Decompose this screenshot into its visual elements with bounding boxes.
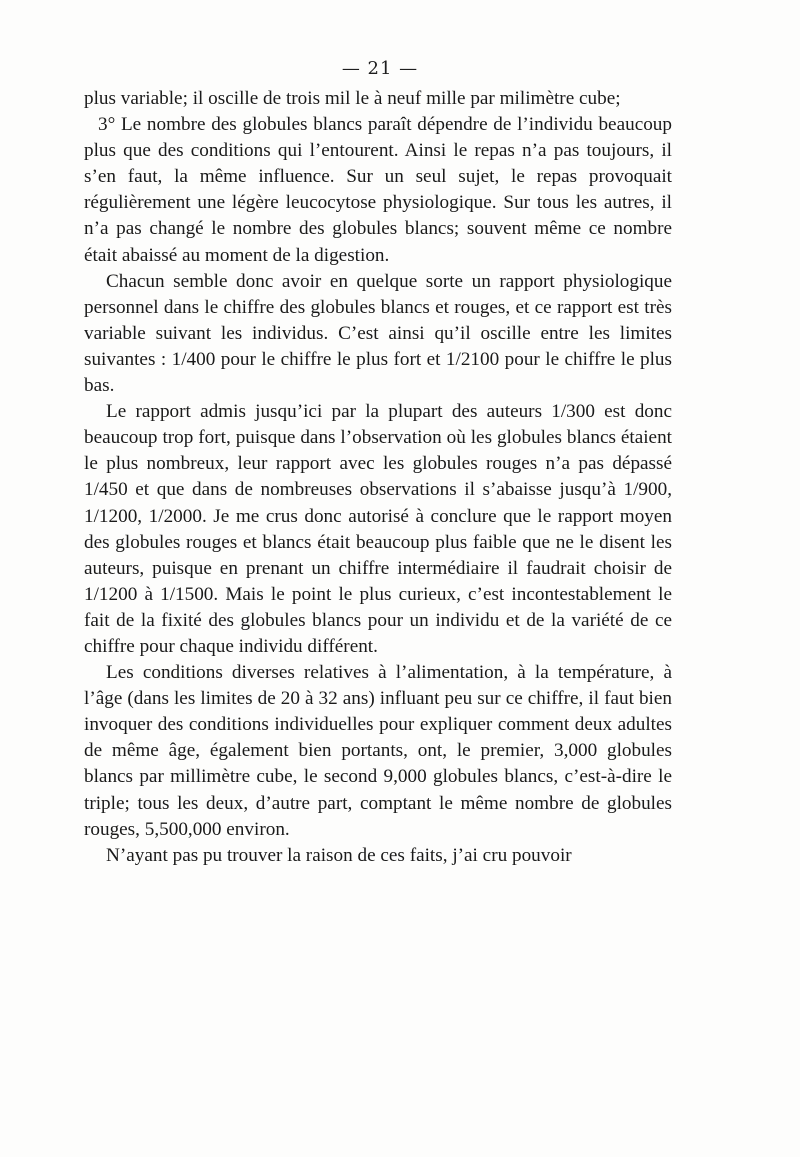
page-number: — 21 — bbox=[341, 58, 419, 79]
paragraph-item-3: 3° Le nombre des globules blancs paraît dépendre de l’individu beaucoup plus que des conditions qui l’entourent. Ainsi le repas n’a pas toujours, il s’en faut, la même influence. Sur un seul sujet, le repas provoquait régulièrement une légère leucocytose physiologique. Sur tous les autres, il n’a pas changé le nombre des globules blancs; souvent même ce nombre était abaissé au moment de la digestion. bbox=[84, 114, 672, 266]
paragraph-final-line: N’ayant pas pu trouver la raison de ces faits, j’ai cru pouvoir bbox=[106, 844, 572, 866]
paragraph-conditions-diverses: Les conditions diverses relatives à l’alimentation, à la température, à l’âge (dans les limites de 20 à 32 ans) influant peu sur ce chiffre, il faut bien invoquer des conditions individuelles pour expliquer comment deux adultes de même âge, également bien portants, ont, le premier, 3,000 globules blancs par millimètre cube, le second 9,000 globules blancs, c’est-à-dire le triple; tous les deux, d’autre part, comptant le même nombre de globules rouges, 5,500,000 environ. bbox=[84, 662, 672, 840]
body-text bbox=[84, 86, 672, 869]
paragraph-rapport-physiologique: Chacun semble donc avoir en quelque sorte un rapport physiologique personnel dans le chiffre des globules blancs et rouges, et ce rapport est très variable suivant les individus. C’est ainsi qu’il oscille entre les limites suivantes : 1/400 pour le chiffre le plus fort et 1/2100 pour le chiffre le plus bas. bbox=[84, 270, 672, 397]
paragraph-rapport-admis: Le rapport admis jusqu’ici par la plupart des auteurs 1/300 est donc beaucoup trop fort, puisque dans l’observation où les globules blancs étaient le plus nombreux, leur rapport avec les globules rouges n’a pas dépassé 1/450 et que dans de nombreuses observations il s’abaisse jusqu’à 1/900, 1/1200, 1/2000. Je me crus donc autorisé à conclure que le rapport moyen des globules rouges et blancs était beaucoup plus faible que ne le disent les auteurs, puisque en prenant un chiffre intermédiaire il faudrait choisir de 1/1200 à 1/1500. Mais le point le plus curieux, c’est incontestablement le fait de la fixité des globules blancs pour un individu et de la variété de ce chiffre pour chaque individu différent. bbox=[84, 401, 672, 657]
paragraph-continued: plus variable; il oscille de trois mil le à neuf mille par milimètre cube; bbox=[84, 88, 621, 109]
